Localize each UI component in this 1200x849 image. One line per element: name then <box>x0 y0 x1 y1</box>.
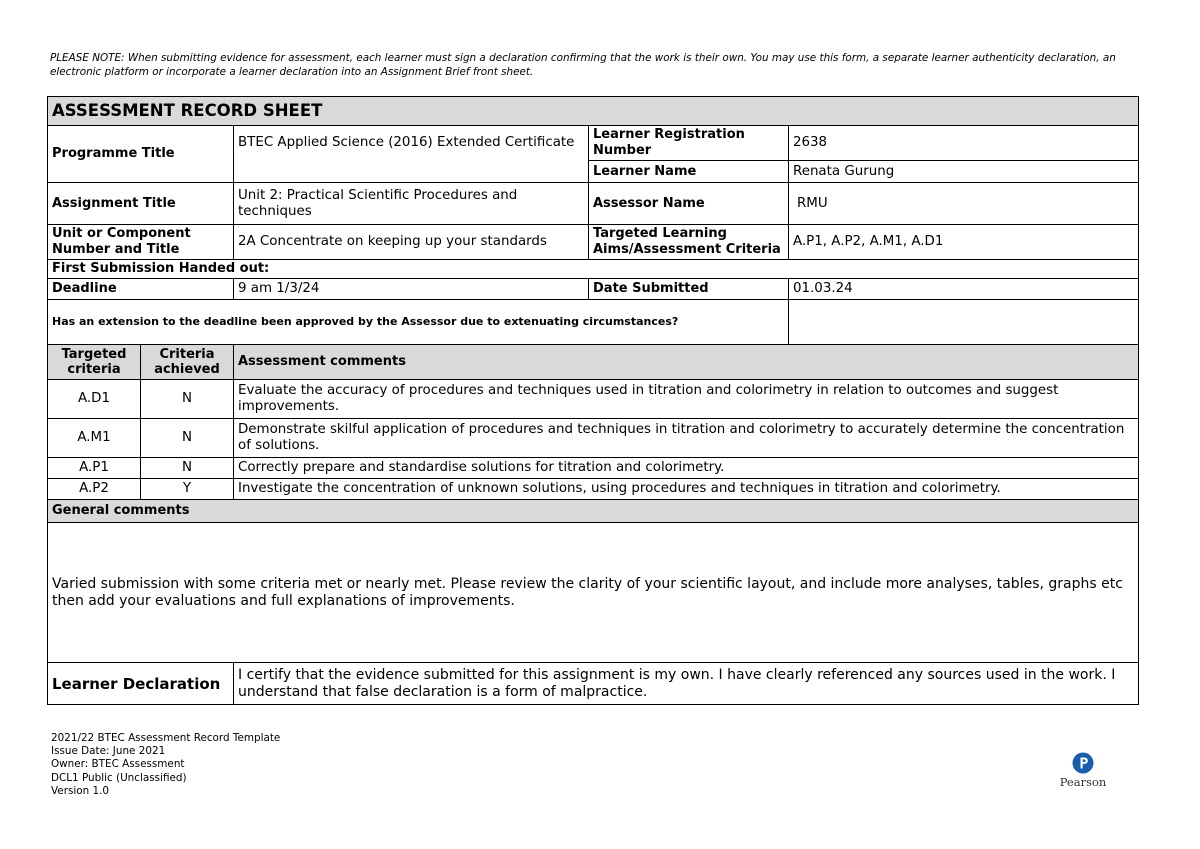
assessor-name-value: RMU <box>789 183 1139 225</box>
table-row <box>48 479 1139 500</box>
pearson-logo-icon <box>1072 752 1094 774</box>
learner-reg-label: Learner Registration Number <box>589 126 789 161</box>
first-submission-label: First Submission Handed out: <box>48 260 1139 279</box>
extension-value <box>789 300 1139 345</box>
criteria-comment: Demonstrate skilful application of procedures and techniques in titration and colorimetry to accurately determine the concentration of solutions. <box>234 419 1139 458</box>
targeted-criteria-header: Targeted criteria <box>48 345 141 380</box>
criteria-comment: Correctly prepare and standardise solutions for titration and colorimetry. <box>234 458 1139 479</box>
footer <box>51 732 280 798</box>
learner-declaration-label: Learner Declaration <box>48 663 234 705</box>
date-submitted-label: Date Submitted <box>589 279 789 300</box>
learner-reg-value: 2638 <box>789 126 1139 161</box>
criteria-achieved: N <box>141 419 234 458</box>
criteria-code: A.M1 <box>48 419 141 458</box>
deadline-label: Deadline <box>48 279 234 300</box>
extension-question: Has an extension to the deadline been approved by the Assessor due to extenuating circumstances? <box>48 300 789 345</box>
assessment-record-sheet <box>47 96 1139 705</box>
table-row <box>48 458 1139 479</box>
general-comments-label: General comments <box>48 500 1139 523</box>
learner-name-value: Renata Gurung <box>789 161 1139 183</box>
programme-title-label: Programme Title <box>48 126 234 183</box>
table-row <box>48 419 1139 458</box>
criteria-achieved: N <box>141 380 234 419</box>
criteria-comment: Evaluate the accuracy of procedures and techniques used in titration and colorimetry in relation to outcomes and suggest improvements. <box>234 380 1139 419</box>
learner-declaration-value: I certify that the evidence submitted for this assignment is my own. I have clearly referenced any sources used in the work. I understand that false declaration is a form of malpractice. <box>234 663 1139 705</box>
footer-issue-date: Issue Date: June 2021 <box>51 745 166 758</box>
unit-label: Unit or Component Number and Title <box>48 225 234 260</box>
criteria-achieved-header: Criteria achieved <box>141 345 234 380</box>
footer-owner: Owner: BTEC Assessment <box>51 758 185 771</box>
general-comments-value: Varied submission with some criteria met or nearly met. Please review the clarity of your scientific layout, and include more analyses, tables, graphs etc then add your evaluations and full explanations of improvements. <box>48 523 1139 663</box>
criteria-code: A.D1 <box>48 380 141 419</box>
footer-template: 2021/22 BTEC Assessment Record Template <box>51 732 281 744</box>
date-submitted-value: 01.03.24 <box>789 279 1139 300</box>
learner-name-label: Learner Name <box>589 161 789 183</box>
programme-title-value: BTEC Applied Science (2016) Extended Certificate <box>234 126 589 183</box>
criteria-code: A.P1 <box>48 458 141 479</box>
targeted-aims-value: A.P1, A.P2, A.M1, A.D1 <box>789 225 1139 260</box>
pearson-logo <box>1058 752 1108 789</box>
assignment-title-label: Assignment Title <box>48 183 234 225</box>
criteria-comment: Investigate the concentration of unknown solutions, using procedures and techniques in titration and colorimetry. <box>234 479 1139 500</box>
pearson-logo-text: Pearson <box>1059 775 1107 789</box>
criteria-achieved: Y <box>141 479 234 500</box>
assessment-comments-header: Assessment comments <box>234 345 1139 380</box>
table-row <box>48 380 1139 419</box>
criteria-code: A.P2 <box>48 479 141 500</box>
deadline-value: 9 am 1/3/24 <box>234 279 589 300</box>
assignment-title-value: Unit 2: Practical Scientific Procedures and techniques <box>234 183 589 225</box>
criteria-achieved: N <box>141 458 234 479</box>
assessor-name-label: Assessor Name <box>589 183 789 225</box>
targeted-aims-label: Targeted Learning Aims/Assessment Criteria <box>589 225 789 260</box>
sheet-title: ASSESSMENT RECORD SHEET <box>48 97 1139 126</box>
unit-value: 2A Concentrate on keeping up your standards <box>234 225 589 260</box>
submission-note: PLEASE NOTE: When submitting evidence for assessment, each learner must sign a declaration confirming that the work is their own. You may use this form, a separate learner authenticity declaration, an electronic platform or incorporate a learner declaration into an Assignment Brief front sheet. <box>50 52 1116 78</box>
footer-classification: DCL1 Public (Unclassified) <box>51 771 187 784</box>
footer-version: Version 1.0 <box>51 784 110 797</box>
